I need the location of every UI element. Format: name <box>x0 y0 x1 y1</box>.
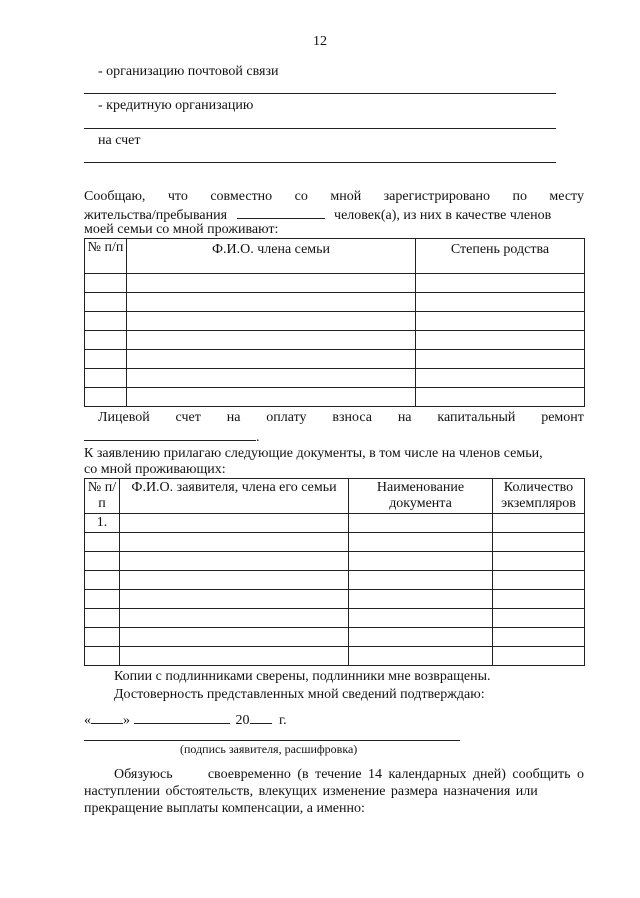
signature-line[interactable] <box>84 740 460 741</box>
day-blank[interactable] <box>91 711 123 724</box>
table-row[interactable] <box>85 369 585 388</box>
header-full-name: Ф.И.О. члена семьи <box>127 239 416 274</box>
option-credit: - кредитную организацию <box>98 98 254 113</box>
copies-verified-text: Копии с подлинниками сверены, подлинники мне возвращены. <box>114 669 491 684</box>
header-applicant-name: Ф.И.О. заявителя, члена его семьи <box>120 479 349 514</box>
word: по <box>512 189 527 204</box>
header-number: № п/п <box>85 239 127 274</box>
account-statement-line2 <box>84 428 260 446</box>
header-copy-count: Количество экземпляров <box>493 479 585 514</box>
table-row[interactable] <box>85 571 585 590</box>
word: Лицевой <box>98 410 150 425</box>
people-count-blank[interactable] <box>237 206 325 219</box>
date-line <box>84 711 287 729</box>
month-blank[interactable] <box>134 711 230 724</box>
word: на <box>397 410 412 425</box>
word: что <box>167 189 188 204</box>
fill-line-postal[interactable] <box>84 93 556 94</box>
table-row[interactable] <box>85 514 585 533</box>
text: своевременно (в течение 14 календарных дней) сообщить о <box>207 767 584 782</box>
word: месту <box>549 189 584 204</box>
year-prefix: 20 <box>235 713 250 728</box>
header-number: № п/п <box>85 479 120 514</box>
documents-table <box>84 478 585 666</box>
table-row[interactable] <box>85 350 585 369</box>
word: ремонт <box>541 410 584 425</box>
account-statement-line1 <box>98 410 584 426</box>
word: совместно <box>210 189 273 204</box>
table-row[interactable] <box>85 293 585 312</box>
period: . <box>256 430 260 445</box>
year-suffix: г. <box>279 713 287 728</box>
family-members-table <box>84 238 585 407</box>
confirmation-text: Достоверность представленных мной сведений подтверждаю: <box>114 687 485 702</box>
option-account: на счет <box>98 133 141 148</box>
obligation-line2: наступлении обстоятельств, влекущих изменение размера назначения или <box>84 784 538 799</box>
family-statement-line1 <box>84 189 584 205</box>
word: капитальный <box>437 410 516 425</box>
people-count-label: человек(а), из них в качестве членов <box>334 208 552 223</box>
table-row[interactable] <box>85 312 585 331</box>
table-row[interactable] <box>85 274 585 293</box>
fill-line-credit[interactable] <box>84 128 556 129</box>
word: Обязуюсь <box>114 767 173 782</box>
year-blank[interactable] <box>250 711 272 724</box>
word: зарегистрировано <box>383 189 490 204</box>
obligation-line3: прекращение выплаты компенсации, а именно: <box>84 801 365 816</box>
word: Сообщаю, <box>84 189 146 204</box>
table-row[interactable] <box>85 552 585 571</box>
documents-statement-line1: К заявлению прилагаю следующие документы, в том числе на членов семьи, <box>84 446 543 461</box>
table-row[interactable] <box>85 533 585 552</box>
table-row[interactable] <box>85 609 585 628</box>
signature-caption: (подпись заявителя, расшифровка) <box>180 742 358 756</box>
table-row[interactable] <box>85 331 585 350</box>
word: на <box>226 410 241 425</box>
table-row[interactable] <box>85 628 585 647</box>
table-row[interactable] <box>85 388 585 407</box>
header-relationship: Степень родства <box>416 239 585 274</box>
family-statement-line3: моей семьи со мной проживают: <box>84 222 279 237</box>
table-header-row <box>85 479 585 514</box>
table-row[interactable] <box>85 647 585 666</box>
table-header-row <box>85 239 585 274</box>
documents-statement-line2: со мной проживающих: <box>84 462 226 477</box>
residence-label: жительства/пребывания <box>84 208 228 223</box>
page-number: 12 <box>313 34 327 49</box>
open-quote: « <box>84 713 91 728</box>
word: оплату <box>266 410 307 425</box>
word: взноса <box>332 410 372 425</box>
header-document-name: Наименование документа <box>349 479 493 514</box>
word: счет <box>175 410 201 425</box>
word: мной <box>330 189 362 204</box>
fill-line-account[interactable] <box>84 162 556 163</box>
close-quote: » <box>123 713 130 728</box>
account-number-blank[interactable] <box>84 428 256 441</box>
table-row[interactable] <box>85 590 585 609</box>
word: со <box>294 189 308 204</box>
option-postal: - организацию почтовой связи <box>98 64 279 79</box>
obligation-line1 <box>114 767 584 783</box>
row-number: 1. <box>85 514 120 533</box>
